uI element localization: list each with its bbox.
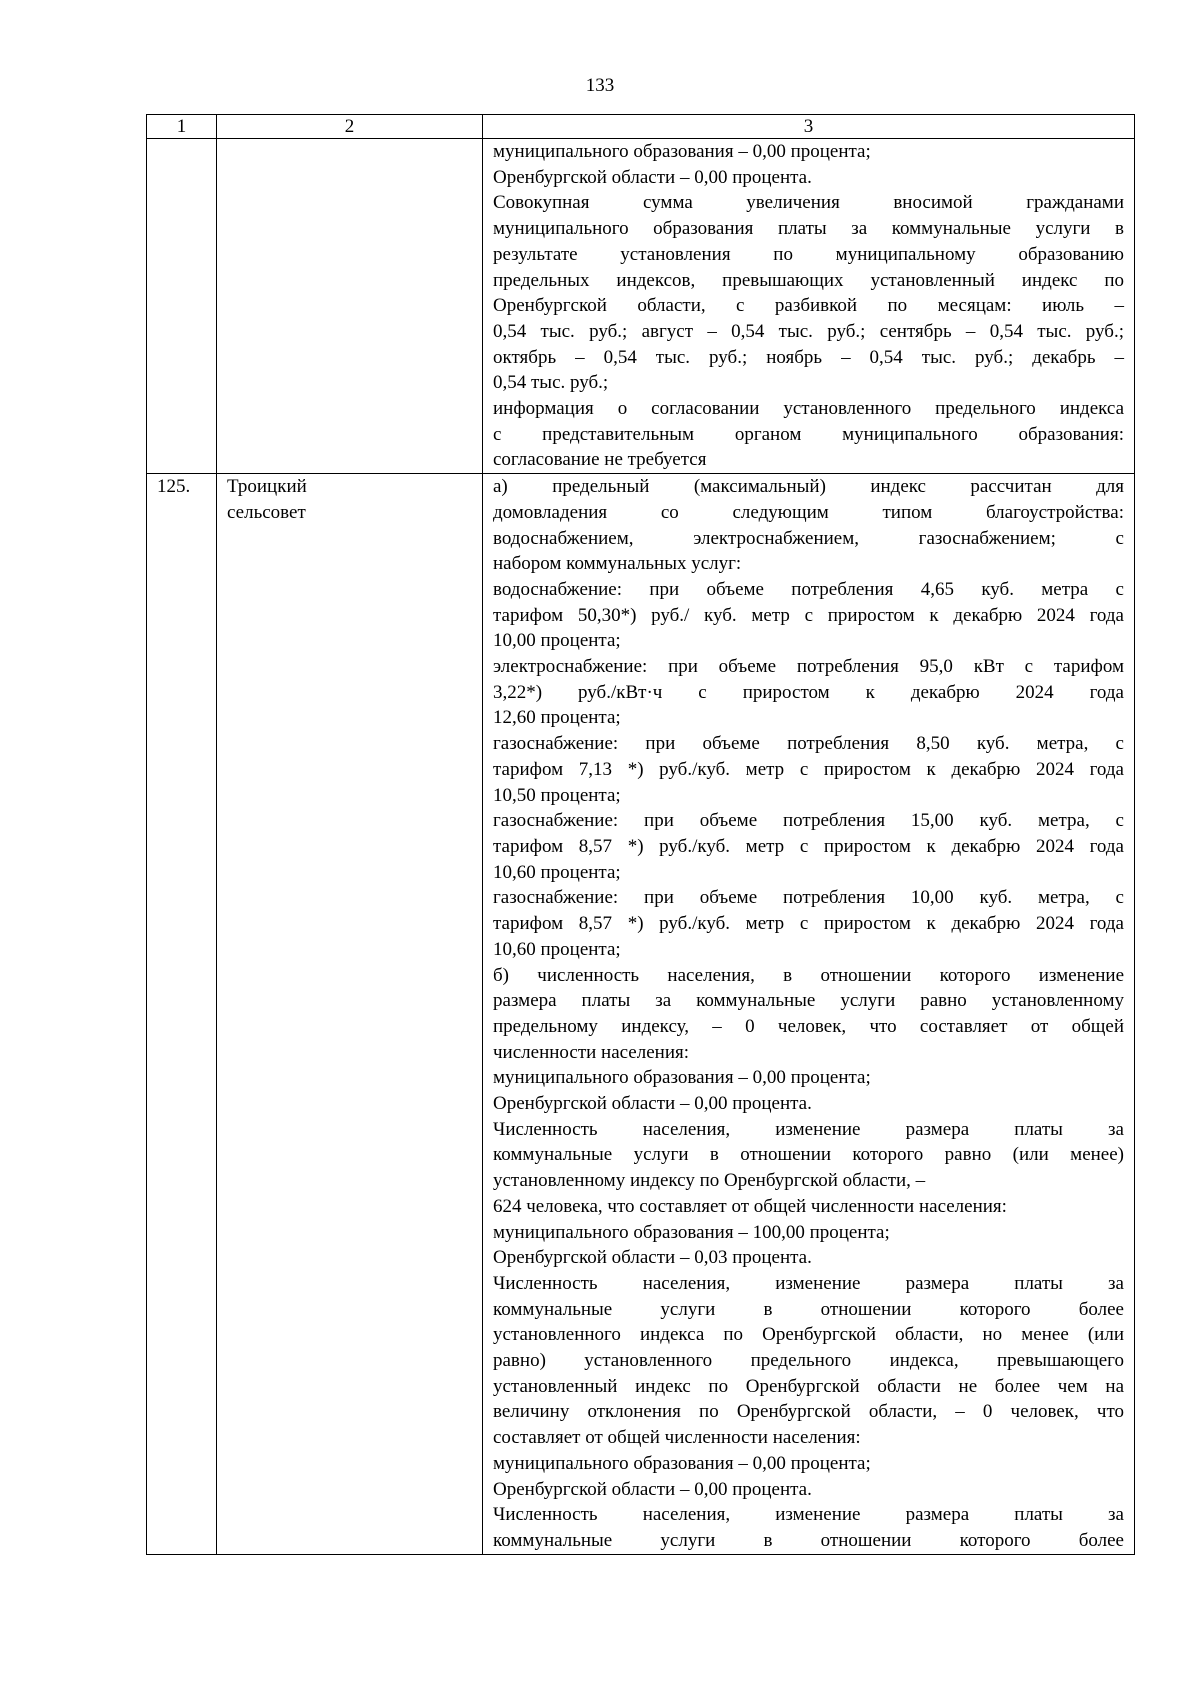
text-line: коммунальные услуги в отношении которого более bbox=[493, 1298, 1124, 1320]
municipality-name-cell bbox=[217, 474, 483, 1555]
text-line: Численность населения, изменение размера платы за bbox=[493, 1272, 1124, 1294]
text-line: водоснабжением, электроснабжением, газоснабжением; с bbox=[493, 527, 1124, 549]
municipality-name-cell bbox=[217, 139, 483, 474]
text-line: 0,54 тыс. руб.; август – 0,54 тыс. руб.; сентябрь – 0,54 тыс. руб.; bbox=[493, 320, 1124, 342]
text-line: муниципального образования – 0,00 процента; bbox=[493, 1452, 871, 1474]
column-header-2: 2 bbox=[217, 115, 483, 139]
text-line: предельному индексу, – 0 человек, что составляет от общей bbox=[493, 1015, 1124, 1037]
text-line: газоснабжение: при объеме потребления 15,00 куб. метра, с bbox=[493, 810, 1124, 832]
text-line: тарифом 8,57 *) руб./куб. метр с приростом к декабрю 2024 года bbox=[493, 913, 1124, 935]
text-line: величину отклонения по Оренбургской области, – 0 человек, что bbox=[493, 1401, 1124, 1423]
municipality-name-line1: Троицкий bbox=[227, 476, 307, 498]
text-line: согласование не требуется bbox=[493, 449, 707, 471]
table-row-continued bbox=[147, 139, 1135, 474]
text-line: Оренбургской области – 0,00 процента. bbox=[493, 1478, 812, 1500]
text-line: 10,50 процента; bbox=[493, 784, 621, 806]
text-line: тарифом 50,30*) руб./ куб. метр с приростом к декабрю 2024 года bbox=[493, 604, 1124, 626]
text-line: тарифом 8,57 *) руб./куб. метр с приростом к декабрю 2024 года bbox=[493, 835, 1124, 857]
text-line: муниципального образования платы за коммунальные услуги в bbox=[493, 218, 1124, 240]
text-line: муниципального образования – 100,00 процента; bbox=[493, 1221, 890, 1243]
text-line: Оренбургской области – 0,00 процента. bbox=[493, 1093, 812, 1115]
text-line: установленного индекса по Оренбургской области, но менее (или bbox=[493, 1324, 1124, 1346]
text-line: установленный индекс по Оренбургской области не более чем на bbox=[493, 1375, 1124, 1397]
text-line: установленному индексу по Оренбургской области, – bbox=[493, 1170, 926, 1192]
page-number: 133 bbox=[585, 75, 615, 96]
row-number-cell: 125. bbox=[147, 474, 217, 1555]
text-line: тарифом 7,13 *) руб./куб. метр с приростом к декабрю 2024 года bbox=[493, 758, 1124, 780]
text-line: 10,60 процента; bbox=[493, 861, 621, 883]
column-header-1: 1 bbox=[147, 115, 217, 139]
text-line: предельных индексов, превышающих установленный индекс по bbox=[493, 269, 1124, 291]
text-line: 3,22*) руб./кВт·ч с приростом к декабрю 2024 года bbox=[493, 681, 1124, 703]
text-line: информация о согласовании установленного предельного индекса bbox=[493, 398, 1124, 420]
text-line: размера платы за коммунальные услуги равно установленному bbox=[493, 990, 1124, 1012]
table-row-125 bbox=[147, 474, 1135, 1555]
text-line: составляет от общей численности населения: bbox=[493, 1427, 861, 1449]
indices-table bbox=[146, 114, 1135, 1555]
text-line: коммунальные услуги в отношении которого равно (или менее) bbox=[493, 1144, 1124, 1166]
text-line: б) численность населения, в отношении которого изменение bbox=[493, 964, 1124, 986]
table-header-row bbox=[147, 115, 1135, 139]
text-line: электроснабжение: при объеме потребления 95,0 кВт с тарифом bbox=[493, 656, 1124, 678]
text-line: Оренбургской области – 0,03 процента. bbox=[493, 1247, 812, 1269]
text-line: коммунальные услуги в отношении которого более bbox=[493, 1529, 1124, 1551]
text-line: Численность населения, изменение размера платы за bbox=[493, 1504, 1124, 1526]
text-line: с представительным органом муниципального образования: bbox=[493, 423, 1124, 445]
index-info-cell bbox=[483, 474, 1135, 1555]
continued-text bbox=[493, 139, 1124, 473]
index-info-cell bbox=[483, 139, 1135, 474]
column-header-3: 3 bbox=[483, 115, 1135, 139]
text-line: газоснабжение: при объеме потребления 10,00 куб. метра, с bbox=[493, 887, 1124, 909]
row-125-text bbox=[493, 474, 1124, 1554]
row-number-cell bbox=[147, 139, 217, 474]
text-line: домовладения со следующим типом благоустройства: bbox=[493, 501, 1124, 523]
text-line: Численность населения, изменение размера платы за bbox=[493, 1118, 1124, 1140]
text-line: газоснабжение: при объеме потребления 8,50 куб. метра, с bbox=[493, 733, 1124, 755]
text-line: Оренбургской области, с разбивкой по месяцам: июль – bbox=[493, 295, 1124, 317]
text-line: Совокупная сумма увеличения вносимой гражданами bbox=[493, 192, 1124, 214]
text-line: набором коммунальных услуг: bbox=[493, 553, 742, 575]
text-line: численности населения: bbox=[493, 1041, 690, 1063]
text-line: водоснабжение: при объеме потребления 4,65 куб. метра с bbox=[493, 578, 1124, 600]
text-line: 0,54 тыс. руб.; bbox=[493, 372, 609, 394]
text-line: Оренбургской области – 0,00 процента. bbox=[493, 166, 812, 188]
text-line: результате установления по муниципальному образованию bbox=[493, 243, 1124, 265]
text-line: 10,00 процента; bbox=[493, 630, 621, 652]
text-line: 10,60 процента; bbox=[493, 938, 621, 960]
text-line: а) предельный (максимальный) индекс рассчитан для bbox=[493, 476, 1124, 498]
text-line: муниципального образования – 0,00 процента; bbox=[493, 141, 871, 162]
text-line: равно) установленного предельного индекса, превышающего bbox=[493, 1350, 1124, 1372]
text-line: 624 человека, что составляет от общей численности населения: bbox=[493, 1195, 1007, 1217]
text-line: муниципального образования – 0,00 процента; bbox=[493, 1067, 871, 1089]
text-line: 12,60 процента; bbox=[493, 707, 621, 729]
text-line: октябрь – 0,54 тыс. руб.; ноябрь – 0,54 тыс. руб.; декабрь – bbox=[493, 346, 1124, 368]
municipality-name-line2: сельсовет bbox=[227, 501, 306, 523]
